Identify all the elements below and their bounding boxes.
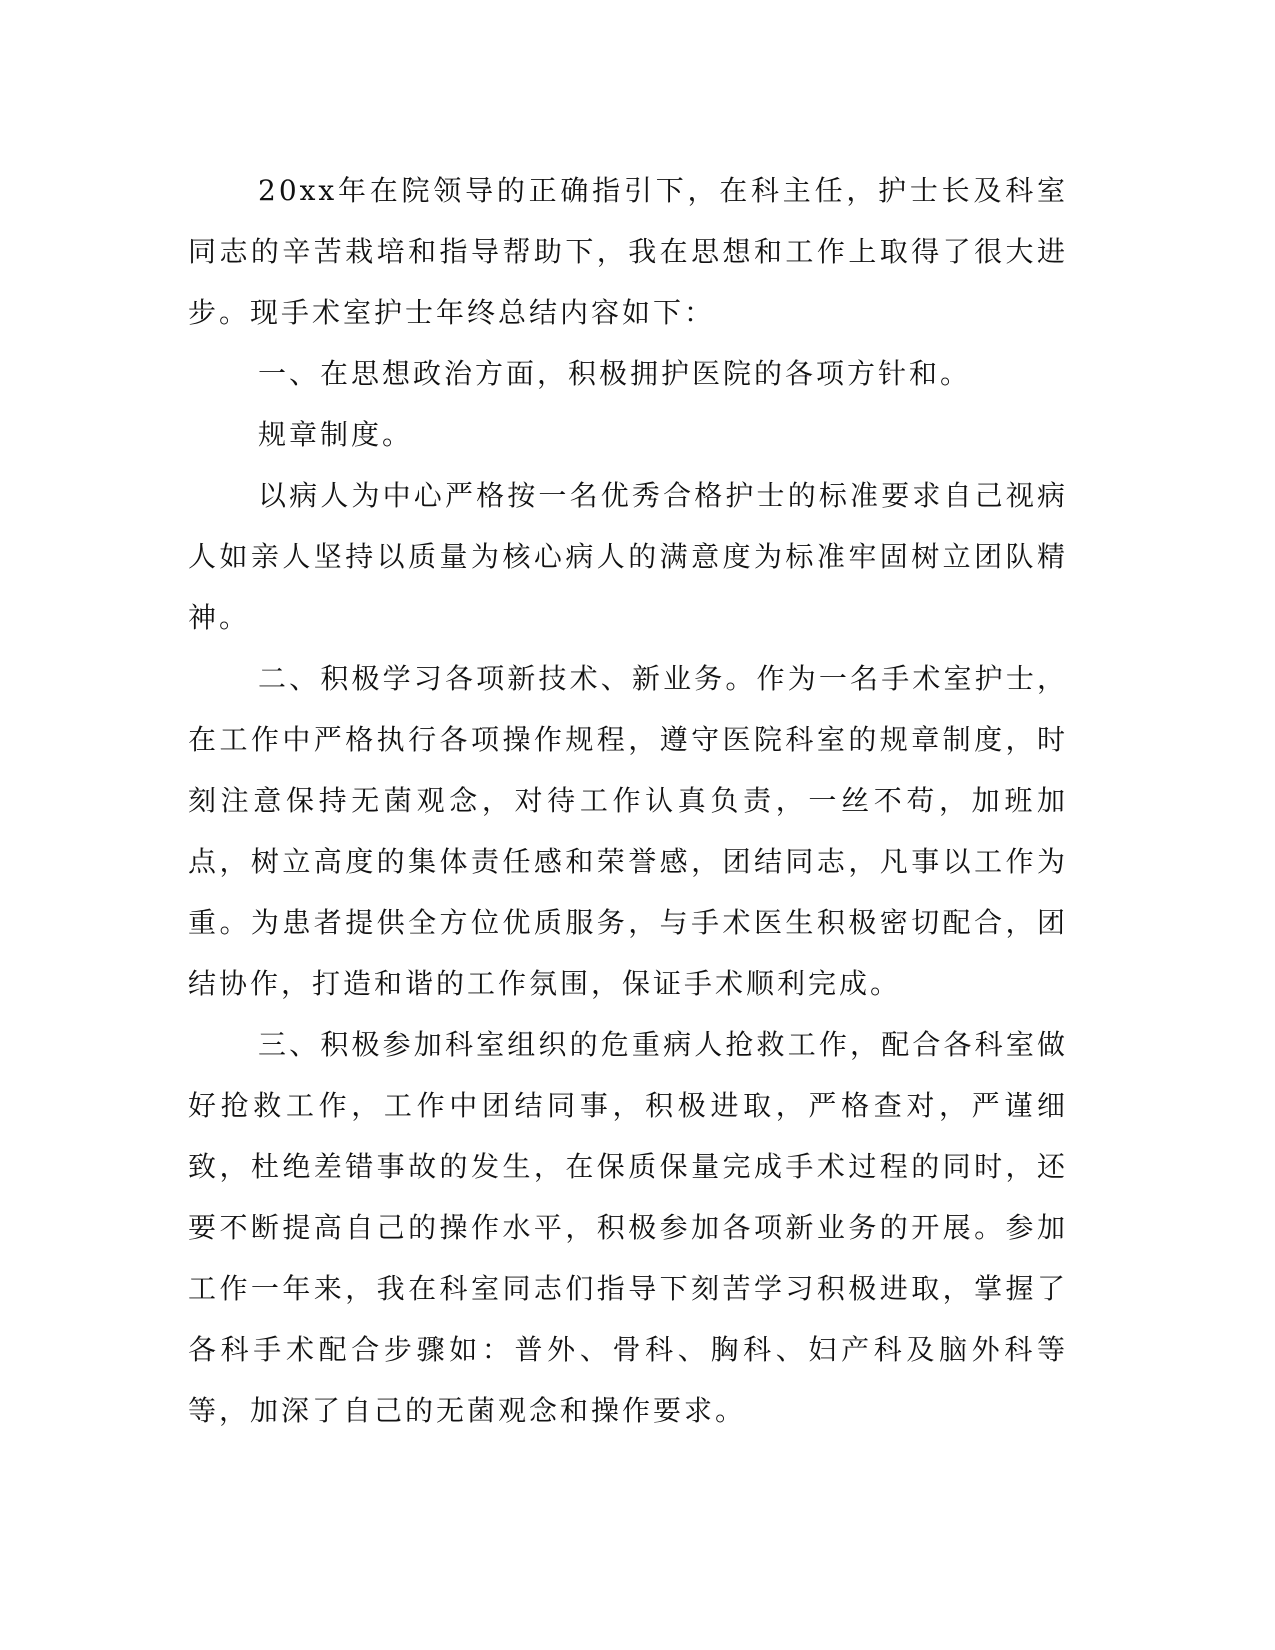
paragraph-section-1-body: 以病人为中心严格按一名优秀合格护士的标准要求自己视病人如亲人坚持以质量为核心病人的满意度为标准牢固树立团队精神。 (188, 479, 1068, 634)
paragraph-section-1-heading: 一、在思想政治方面，积极拥护医院的各项方针和。 (258, 357, 972, 390)
paragraph-intro: 20xx年在院领导的正确指引下，在科主任，护士长及科室同志的辛苦栽培和指导帮助下，我在思想和工作上取得了很大进步。现手术室护士年终总结内容如下： (188, 174, 1068, 329)
document-body (188, 160, 1068, 1441)
paragraph-section-2: 二、积极学习各项新技术、新业务。作为一名手术室护士，在工作中严格执行各项操作规程，遵守医院科室的规章制度，时刻注意保持无菌观念，对待工作认真负责，一丝不苟，加班加点，树立高度的集体责任感和荣誉感，团结同志，凡事以工作为重。为患者提供全方位优质服务，与手术医生积极密切配合，团结协作，打造和谐的工作氛围，保证手术顺利完成。 (188, 662, 1068, 1000)
paragraph-section-1-rules: 规章制度。 (258, 418, 414, 451)
paragraph-section-3: 三、积极参加科室组织的危重病人抢救工作，配合各科室做好抢救工作，工作中团结同事，积极进取，严格查对，严谨细致，杜绝差错事故的发生，在保质保量完成手术过程的同时，还要不断提高自己的操作水平，积极参加各项新业务的开展。参加工作一年来，我在科室同志们指导下刻苦学习积极进取，掌握了各科手术配合步骤如：普外、骨科、胸科、妇产科及脑外科等等，加深了自己的无菌观念和操作要求。 (188, 1028, 1068, 1427)
